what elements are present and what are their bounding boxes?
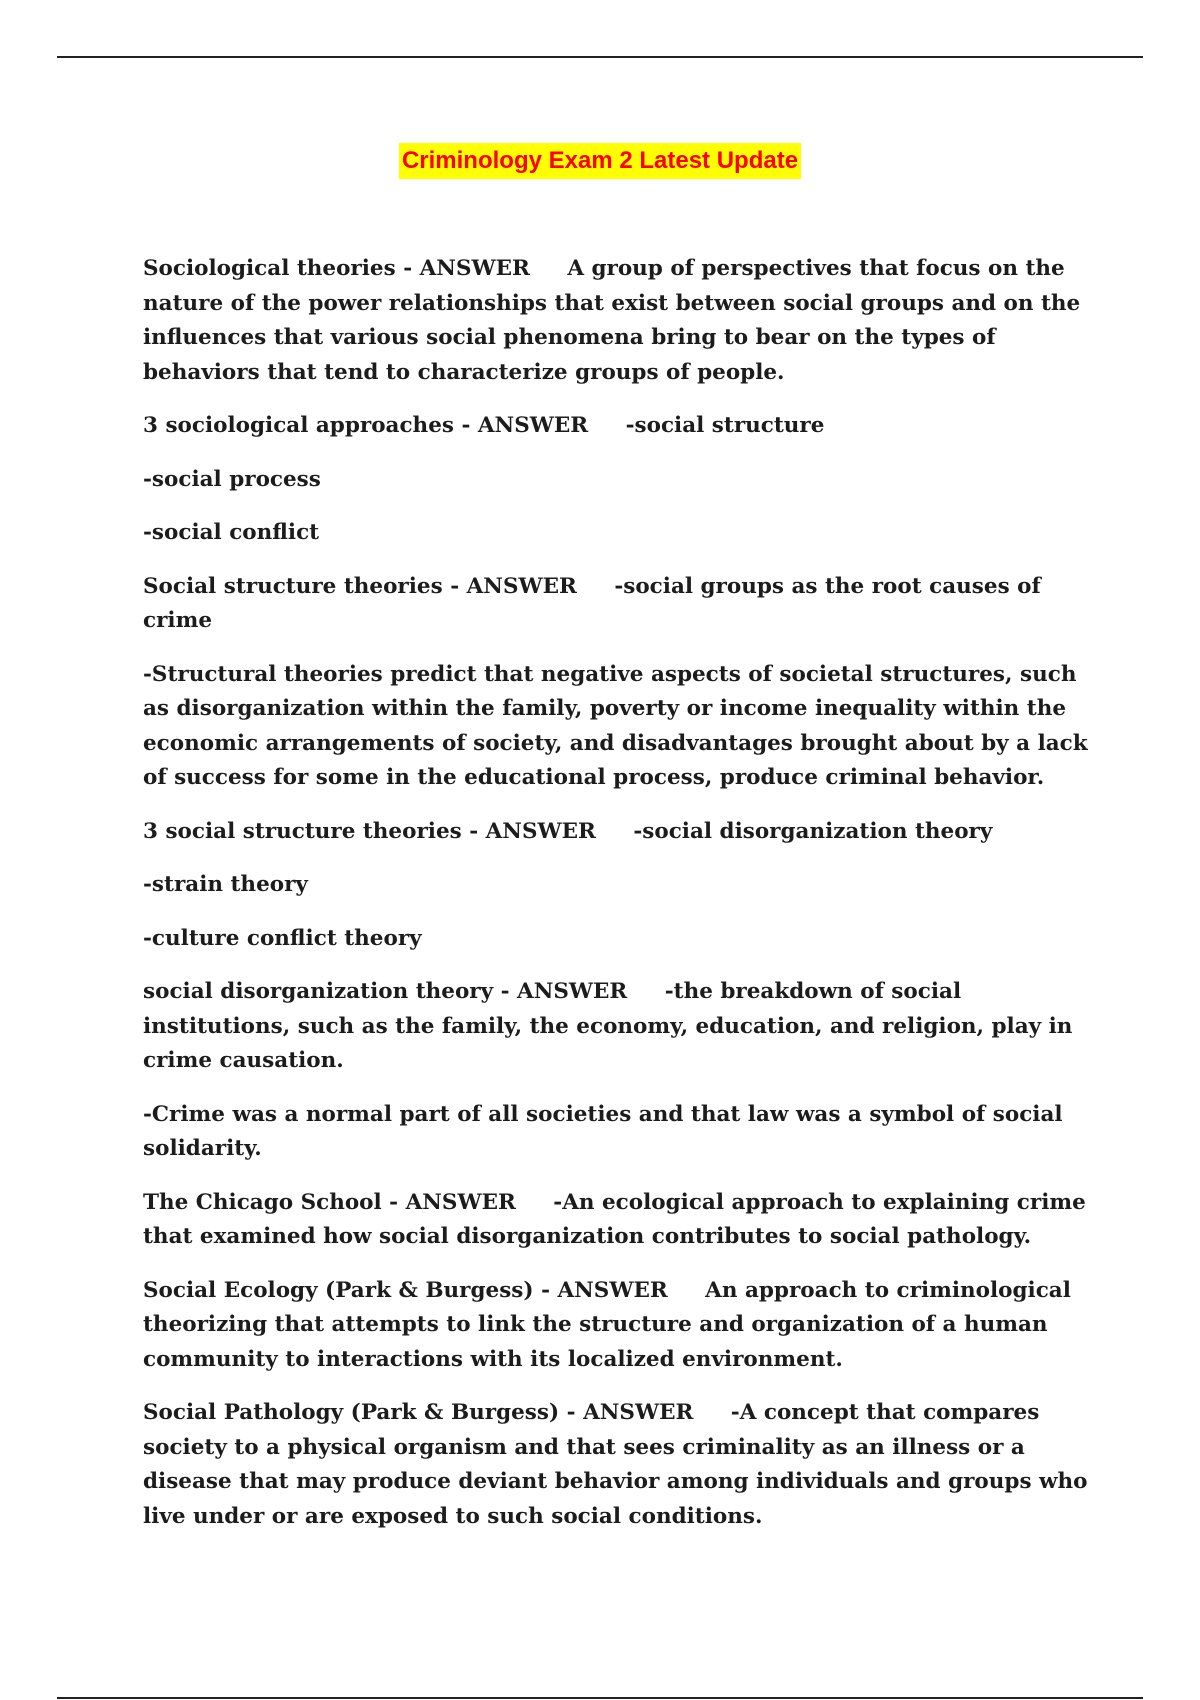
entry-social-structure-theories xyxy=(143,570,1093,639)
entry-term: 3 sociological approaches xyxy=(143,413,454,438)
answer-separator: - ANSWER xyxy=(395,256,568,281)
entry-answer: -social structure xyxy=(625,413,825,438)
entry-answer: -social disorganization theory xyxy=(633,818,993,844)
entry-extra-line: -social conflict xyxy=(143,520,320,545)
entry-social-ecology xyxy=(143,1274,1093,1378)
entry-3-social-structure-theories xyxy=(143,815,1093,850)
title-container xyxy=(0,143,1200,179)
answer-separator: - ANSWER xyxy=(442,573,615,599)
flashcard-list xyxy=(143,252,1093,1553)
entry-answer: -the breakdown of social institutions, such as the family, the economy, education, and religion, play in crime causation. xyxy=(143,979,1073,1073)
answer-separator: - ANSWER xyxy=(493,979,665,1004)
entry-term: 3 social structure theories xyxy=(143,818,462,844)
entry-answer: A group of perspectives that focus on the nature of the power relationships that exist between social groups and on the influences that various social phenomena bring to bear on the types of behaviors that tend to characterize groups of people. xyxy=(143,256,1081,385)
entry-term: The Chicago School xyxy=(143,1189,382,1215)
entry-term: Social structure theories xyxy=(143,573,443,599)
entry-extra-line: -social process xyxy=(143,466,321,492)
entry-answer: -An ecological approach to explaining crime that examined how social disorganization contributes to social pathology. xyxy=(143,1189,1086,1249)
entry-extra-line: -Crime was a normal part of all societies and that law was a symbol of social solidarity. xyxy=(143,1101,1063,1161)
answer-separator: - ANSWER xyxy=(559,1400,731,1425)
answer-separator: - ANSWER xyxy=(461,818,634,844)
entry-3-sociological-approaches xyxy=(143,409,1093,444)
entry-extra-line: -strain theory xyxy=(143,872,308,897)
entry-term: Social Pathology (Park & Burgess) xyxy=(143,1400,560,1425)
document-title: Criminology Exam 2 Latest Update xyxy=(399,143,801,179)
bottom-rule xyxy=(57,1697,1143,1699)
entry-term: Social Ecology (Park & Burgess) xyxy=(143,1277,534,1303)
entry-sociological-theories xyxy=(143,252,1093,390)
entry-term: social disorganization theory xyxy=(143,979,494,1004)
top-rule xyxy=(57,56,1143,58)
entry-chicago-school xyxy=(143,1186,1093,1255)
entry-answer: -social groups as the root causes of crime xyxy=(143,573,1041,633)
answer-separator: - ANSWER xyxy=(453,413,626,438)
entry-answer: An approach to criminological theorizing that attempts to link the structure and organization of a human community to interactions with its localized environment. xyxy=(143,1277,1071,1372)
answer-separator: - ANSWER xyxy=(533,1277,706,1303)
entry-answer: -A concept that compares society to a physical organism and that sees criminality as an illness or a disease that may produce deviant behavior among individuals and groups who live under or are exposed to such social conditions. xyxy=(143,1400,1088,1529)
entry-extra-line: -Structural theories predict that negative aspects of societal structures, such as disorganization within the family, poverty or income inequality within the economic arrangements of society, and disadvantages brought about by a lack of success for some in the educational process, produce criminal behavior. xyxy=(143,661,1088,790)
answer-separator: - ANSWER xyxy=(381,1189,554,1215)
entry-social-disorganization-theory xyxy=(143,975,1093,1079)
entry-social-pathology xyxy=(143,1396,1093,1534)
entry-term: Sociological theories xyxy=(143,256,396,281)
entry-extra-line: -culture conflict theory xyxy=(143,925,422,951)
